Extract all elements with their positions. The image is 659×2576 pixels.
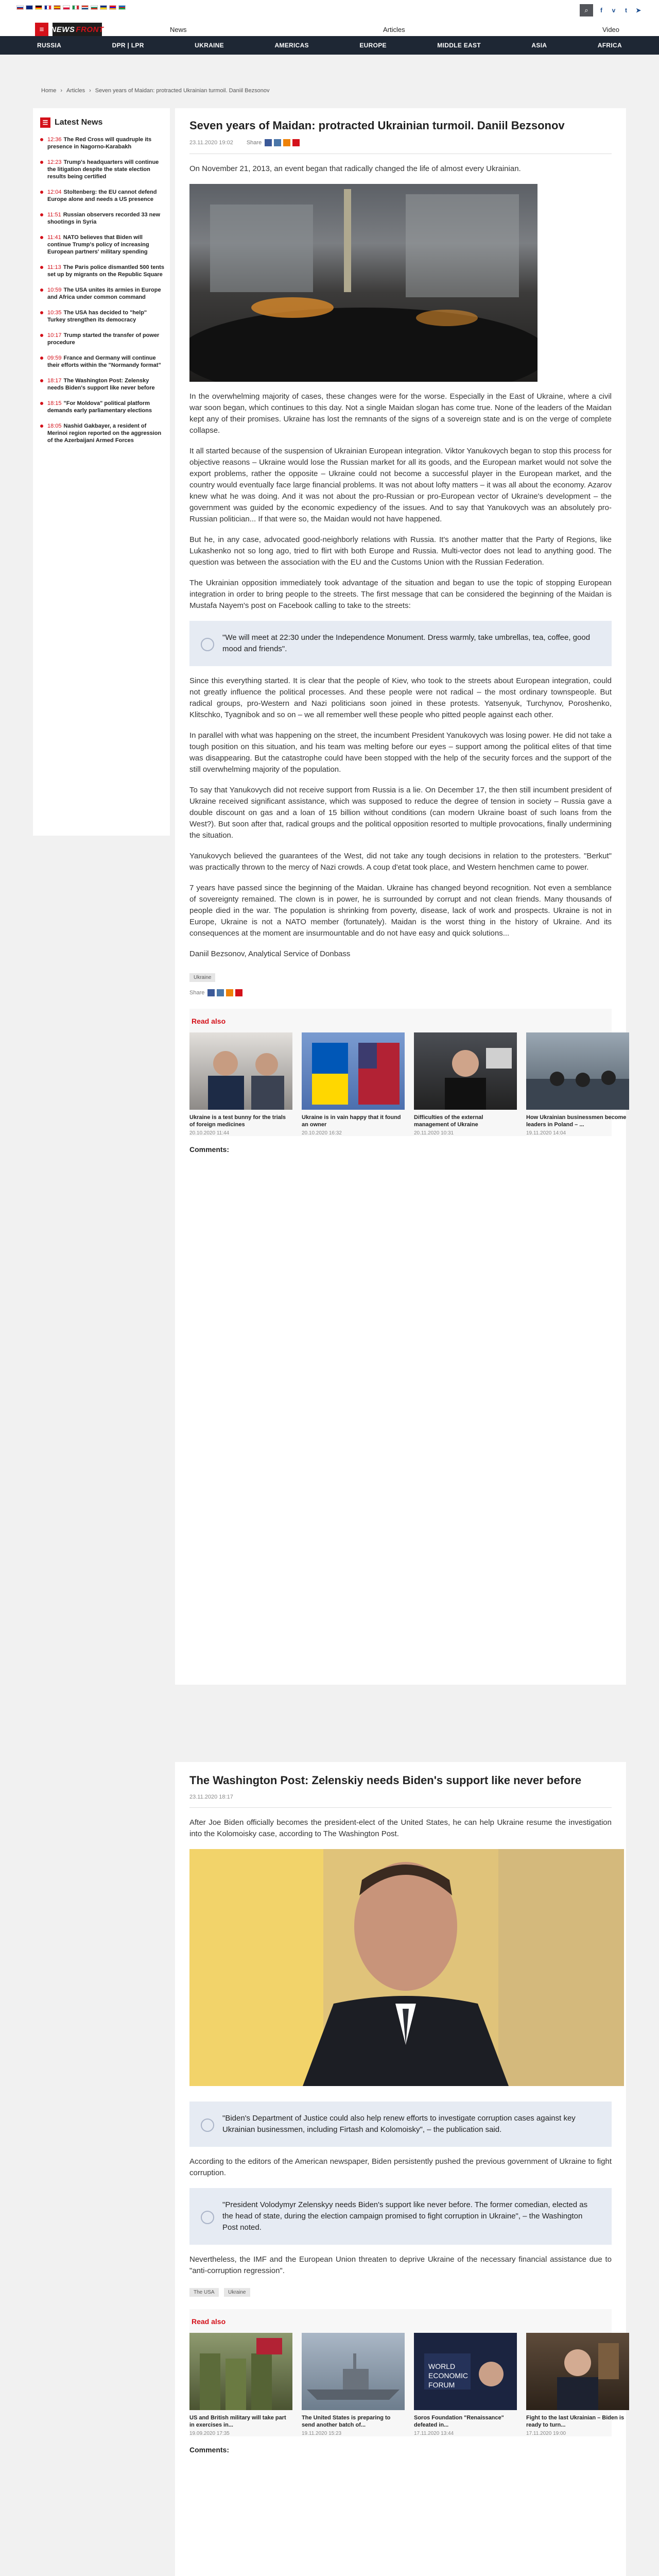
- search-icon[interactable]: ⌕: [580, 4, 593, 16]
- article-date: 23.11.2020 18:17: [189, 1794, 233, 1800]
- flag-icon-ro[interactable]: [100, 5, 107, 10]
- news-headline: Trump started the transfer of power procedure: [47, 332, 160, 346]
- thumb-image: [189, 2333, 292, 2410]
- flag-icon-de[interactable]: [35, 5, 42, 10]
- comments-label: Comments:: [189, 1145, 230, 1154]
- news-time: 10:35: [47, 310, 62, 316]
- language-flags: [16, 5, 126, 10]
- zelensky-photo: [189, 1849, 624, 2086]
- news-headline: "For Moldova" political platform demands early parliamentary elections: [47, 400, 152, 414]
- news-headline: NATO believes that Biden will continue Trump's policy of increasing European partners' military spending: [47, 234, 149, 255]
- news-time: 11:41: [47, 234, 61, 241]
- comments-label: Comments:: [189, 2446, 230, 2454]
- sidebar-title: ☰ Latest News: [40, 117, 165, 128]
- read-also-card[interactable]: Difficulties of the external management of Ukraine 20.11.2020 10:31: [414, 1032, 517, 1136]
- article-paragraph: After Joe Biden officially becomes the president-elect of the United States, he can help Ukraine resume the investigation into the Kolomoisky case, according to The Washington Post.: [189, 1818, 612, 1838]
- flag-icon-en[interactable]: [26, 5, 33, 10]
- read-also-title: Read also: [192, 1017, 226, 1025]
- facebook-share-icon[interactable]: [207, 989, 215, 996]
- news-time: 18:17: [47, 378, 62, 384]
- region-dpr-lpr[interactable]: DPR | LPR: [112, 42, 144, 49]
- nav-news[interactable]: News: [170, 26, 187, 33]
- sidebar-news-item[interactable]: [40, 159, 165, 180]
- facebook-share-icon[interactable]: [265, 139, 272, 146]
- flag-icon-bg[interactable]: [91, 5, 98, 10]
- breadcrumb: Home › Articles › Seven years of Maidan: protracted Ukrainian turmoil. Daniil Bezsonov: [41, 88, 270, 94]
- latest-news-sidebar: [33, 108, 170, 836]
- maidan-photo-graphic: [189, 184, 537, 382]
- news-headline: Nashid Gakbayer, a resident of Merinoi region reported on the aggression of the Azerbaijani Armed Forces: [47, 423, 162, 444]
- flag-icon-fr[interactable]: [44, 5, 51, 10]
- news-headline: Stoltenberg: the EU cannot defend Europe alone and needs a US presence: [47, 189, 157, 202]
- article-paragraph: Yanukovych believed the guarantees of the West, did not take any tough decisions in relation to the protesters. "Berkut" was practically thrown to the mercy of Nazi crowds. A coup d'etat took place, and Western henchmen came to power.: [189, 852, 612, 872]
- region-russia[interactable]: RUSSIA: [37, 42, 62, 49]
- region-europe[interactable]: EUROPE: [359, 42, 387, 49]
- region-nav: [0, 36, 659, 55]
- article-paragraph: Nevertheless, the IMF and the European Union threaten to deprive Ukraine of the necessary financial assistance due to "anti-corruption regression".: [189, 2255, 612, 2275]
- article-paragraph: In parallel with what was happening on the street, the incumbent President Yanukovych was losing power. He did not take a tough position on this situation, and his team was melting before our eyes – support among the political elites of that time was disappearing. But the catastrophe could have been stopped with the help of the security forces and the support of the still overwhelming majority of the population.: [189, 731, 612, 774]
- article-paragraph: It all started because of the suspension of Ukrainian European integration. Viktor Yanukovych began to stop this process for objective reasons – Ukraine would lose the Russian market for all its goods, and the European market would not solve the export problems, rather the opposite – Ukraine could not become a successful player in the European market, and the country would eventually face large financial problems. It was not about lofty matters – it was all about the economy. Azarov knew what he was doing. And it was not about the pro-Russian or pro-European vector of Ukraine's development – the government was guided by the economic expediency of the issues. And to say that Yanukovych was an absolutely pro-Russian politician... If that were so, the Maidan would not have happened.: [189, 447, 612, 523]
- news-time: 10:17: [47, 332, 62, 338]
- nav-articles[interactable]: Articles: [383, 26, 405, 33]
- svg-text:FORUM: FORUM: [428, 2381, 455, 2389]
- article-paragraph: According to the editors of the American newspaper, Biden persistently pushed the previous government of Ukraine to fight corruption.: [189, 2157, 612, 2177]
- article-paragraph: Since this everything started. It is clear that the people of Kiev, who took to the streets about European integration, could not greatly influence the political processes. And these people were not radical – the most ordinary townspeople. But radical groups, pro-Western and Nazi politicians soon joined in these protests. Yatsenyuk, Turchynov, Poroshenko, Klitschko, Tyagnibok and so on – we all remember well these people who pitted people against each other.: [189, 676, 612, 719]
- breadcrumb-current: Seven years of Maidan: protracted Ukrainian turmoil. Daniil Bezsonov: [95, 88, 270, 94]
- thumb-image: [302, 2333, 405, 2410]
- sidebar-news-item[interactable]: [40, 400, 165, 414]
- article-quote: "Biden's Department of Justice could also help renew efforts to investigate corruption cases against key Ukrainian businessmen, including Firtash and Kolomoisky", – the publication said.: [189, 2102, 612, 2147]
- sidebar-news-item[interactable]: [40, 332, 165, 346]
- region-middle-east[interactable]: MIDDLE EAST: [437, 42, 481, 49]
- breadcrumb-articles[interactable]: Articles: [66, 88, 85, 94]
- sidebar-news-item[interactable]: [40, 211, 165, 226]
- thumb-image: [414, 2333, 517, 2410]
- thumb-image: [414, 1032, 517, 1110]
- news-time: 18:15: [47, 400, 62, 406]
- news-time: 18:05: [47, 423, 62, 429]
- news-headline: Trump's headquarters will continue the litigation despite the state election results being certified: [47, 159, 159, 180]
- region-americas[interactable]: AMERICAS: [274, 42, 309, 49]
- read-also-section: [189, 1009, 627, 1136]
- thumb-image: [526, 1032, 629, 1110]
- flag-icon-pl[interactable]: [63, 5, 70, 10]
- read-also-card[interactable]: Fight to the last Ukrainian – Biden is ready to turn... 17.11.2020 19:00: [526, 2333, 629, 2436]
- region-africa[interactable]: AFRICA: [597, 42, 622, 49]
- sidebar-news-item[interactable]: [40, 354, 165, 369]
- region-ukraine[interactable]: UKRAINE: [195, 42, 224, 49]
- news-headline: The Washington Post: Zelensky needs Biden's support like never before: [47, 378, 155, 391]
- maidan-protest-photo: [189, 184, 537, 382]
- article-paragraph: On November 21, 2013, an event began that radically changed the life of almost every Ukrainian.: [189, 164, 521, 173]
- tag-ukraine[interactable]: Ukraine: [189, 973, 215, 982]
- sidebar-news-item[interactable]: [40, 136, 165, 150]
- breadcrumb-home[interactable]: Home: [41, 88, 57, 94]
- news-headline: France and Germany will continue their efforts within the "Normandy format": [47, 355, 161, 368]
- flag-icon-am[interactable]: [109, 5, 116, 10]
- tag-usa[interactable]: The USA: [189, 2288, 219, 2297]
- news-time: 11:51: [47, 212, 61, 218]
- sidebar-news-item[interactable]: [40, 422, 165, 444]
- news-time: 10:59: [47, 287, 62, 293]
- flag-icon-az[interactable]: [118, 5, 126, 10]
- read-also-card[interactable]: WORLD ECONOMIC FORUM Soros Foundation "Renaissance" defeated in... 17.11.2020 13:44: [414, 2333, 517, 2436]
- read-also-card[interactable]: The United States is preparing to send another batch of... 19.11.2020 15:23: [302, 2333, 405, 2436]
- site-logo[interactable]: NEWS FRONT: [53, 23, 102, 36]
- news-time: 11:13: [47, 264, 61, 270]
- news-icon: ☰: [40, 117, 50, 128]
- svg-text:ECONOMIC: ECONOMIC: [428, 2371, 468, 2380]
- article-author: Daniil Bezsonov, Analytical Service of Donbass: [189, 950, 351, 958]
- flag-icon-ru[interactable]: [16, 5, 24, 10]
- thumb-image: [526, 2333, 629, 2410]
- article-paragraph: In the overwhelming majority of cases, these changes were for the worse. Especially in the East of Ukraine, where a civil war soon began, which continues to this day. Not a single Maidan slogan has come true. None of the leaders of the Maidan kept any of their promises. Ukraine has lost the remnants of the signs of a sovereign state and is on the verge of complete collapse.: [189, 392, 612, 435]
- news-headline: The USA has decided to "help" Turkey strengthen its democracy: [47, 310, 147, 323]
- sidebar-news-item[interactable]: [40, 286, 165, 301]
- news-time: 12:36: [47, 137, 62, 143]
- ok-share-icon[interactable]: [226, 989, 233, 996]
- news-headline: The Red Cross will quadruple its presence in Nagorno-Karabakh: [47, 137, 152, 150]
- read-also-card[interactable]: US and British military will take part in exercises in... 19.09.2020 17:35: [189, 2333, 292, 2436]
- share-label: Share: [189, 990, 205, 996]
- vk-share-icon[interactable]: [217, 989, 224, 996]
- tag-ukraine[interactable]: Ukraine: [224, 2288, 250, 2297]
- article-title: Seven years of Maidan: protracted Ukrainian turmoil. Daniil Bezsonov: [189, 119, 565, 132]
- ok-share-icon[interactable]: [283, 139, 290, 146]
- news-headline: The Paris police dismantled 500 tents set up by migrants on the Republic Square: [47, 264, 164, 278]
- flag-icon-it[interactable]: [72, 5, 79, 10]
- article-main: [175, 108, 626, 1685]
- vk-share-icon[interactable]: [274, 139, 281, 146]
- header: [0, 0, 659, 36]
- facebook-icon[interactable]: f: [600, 7, 602, 14]
- zelensky-photo-graphic: [189, 1849, 624, 2086]
- sidebar-news-item[interactable]: [40, 234, 165, 256]
- news-time: 09:59: [47, 355, 62, 361]
- menu-icon[interactable]: ≡: [35, 23, 48, 36]
- article-paragraph: The Ukrainian opposition immediately took advantage of the situation and began to use the topic of stopping European integration in order to bring people to the streets. The first message that can be considered the beginning of the Maidan is Mustafa Nayem's post on Facebook calling to take to the streets:: [189, 579, 612, 610]
- article-paragraph: But he, in any case, advocated good-neighborly relations with Russia. It's another matter that the Party of Regions, like Lukashenko not so long ago, tried to flirt with both Europe and Russia. Multi-vector does not lead to anything good. The question was between the association with the EU and the Customs Union with the Russian Federation.: [189, 535, 612, 567]
- article-title[interactable]: The Washington Post: Zelenskiy needs Biden's support like never before: [189, 1774, 582, 1787]
- article-date: 23.11.2020 19:02: [189, 140, 233, 146]
- article-second: [175, 1762, 626, 2576]
- twitter-icon[interactable]: t: [625, 7, 627, 14]
- article-paragraph: 7 years have passed since the beginning of the Maidan. Ukraine has changed beyond recognition. Not even a semblance of sovereignty remained. The clown is in power, he is surrounded by corrupt and not clean friends. Many thousands of people died in the war. The population is shrinking from poverty, disease, lack of work and prospects. Ukraine is not in Europe, Ukraine is not a NATO member (fortunately). Maidan is the worst thing in the history of Ukraine. And its consequences at the moment are insurmountable and do not have easy and quick solutions...: [189, 884, 612, 938]
- nav-video[interactable]: Video: [602, 26, 620, 33]
- thumb-image: [189, 1032, 292, 1110]
- sidebar-news-item[interactable]: [40, 377, 165, 392]
- svg-text:WORLD: WORLD: [428, 2362, 456, 2370]
- flag-icon-es[interactable]: [54, 5, 61, 10]
- sidebar-news-item[interactable]: [40, 309, 165, 324]
- share-label: Share: [246, 140, 262, 146]
- email-share-icon[interactable]: [292, 139, 300, 146]
- telegram-icon[interactable]: ➤: [635, 7, 641, 14]
- read-also-title: Read also: [192, 2317, 226, 2326]
- news-headline: Russian observers recorded 33 new shootings in Syria: [47, 212, 161, 225]
- vk-icon[interactable]: v: [612, 7, 616, 14]
- news-time: 12:04: [47, 189, 62, 195]
- read-also-card[interactable]: Ukraine is a test bunny for the trials of foreign medicines 20.10.2020 11:44: [189, 1032, 292, 1136]
- read-also-section: [189, 2309, 625, 2436]
- email-share-icon[interactable]: [235, 989, 242, 996]
- read-also-card[interactable]: How Ukrainian businessmen become leaders in Poland – ... 19.11.2020 14:04: [526, 1032, 629, 1136]
- sidebar-news-item[interactable]: [40, 189, 165, 203]
- flag-icon-rs[interactable]: [81, 5, 89, 10]
- article-quote: "President Volodymyr Zelenskyy needs Biden's support like never before. The former comedian, elected as the head of state, during the election campaign promised to fight corruption in Ukraine", – the Washington Post noted.: [189, 2188, 612, 2245]
- article-quote: "We will meet at 22:30 under the Independence Monument. Dress warmly, take umbrellas, tea, coffee, good mood and friends".: [189, 621, 612, 666]
- article-paragraph: To say that Yanukovych did not receive support from Russia is a lie. On December 17, the then still incumbent president of Ukraine received significant assistance, which was supposed to reduce the degree of tension in society – Russia gave a double discount on gas and a loan of 15 billion without conditions (can modern Ukraine boast of such loans from the West?). But soon after that, radical groups and the political opposition resorted to multiple provocations, finally undermining the situation.: [189, 786, 612, 840]
- thumb-image: [302, 1032, 405, 1110]
- news-headline: The USA unites its armies in Europe and Africa under common command: [47, 287, 161, 300]
- news-time: 12:23: [47, 159, 62, 165]
- region-asia[interactable]: ASIA: [531, 42, 547, 49]
- sidebar-news-item[interactable]: [40, 264, 165, 278]
- read-also-card[interactable]: Ukraine is in vain happy that it found an owner 20.10.2020 16:32: [302, 1032, 405, 1136]
